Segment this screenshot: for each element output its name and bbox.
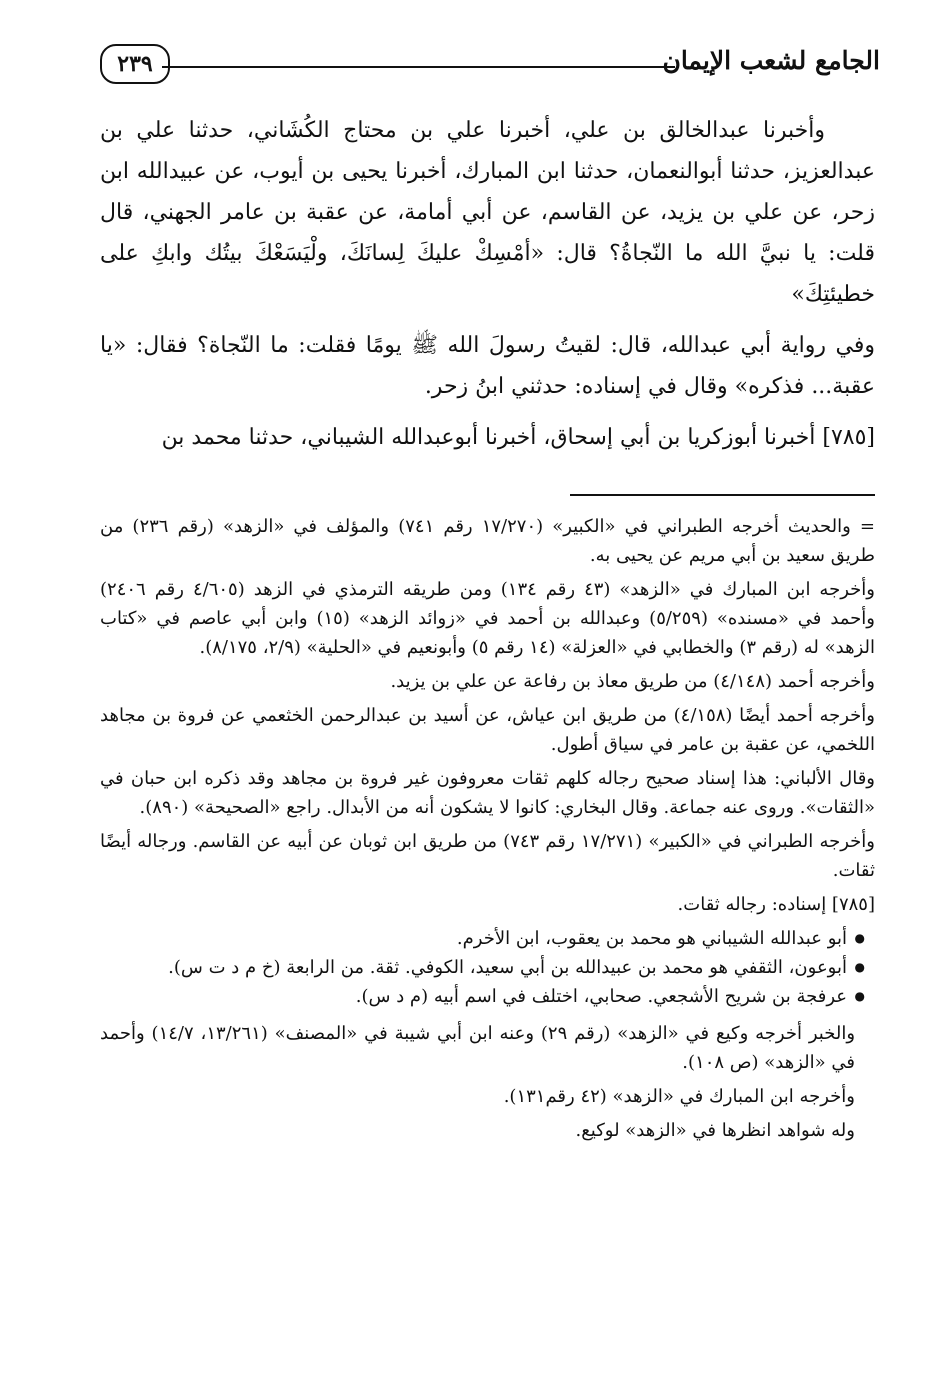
footnote-paragraph: وقال الألباني: هذا إسناد صحيح رجاله كلهم ثقات معروفون غير فروة بن مجاهد وقد ذكره ابن حبان في «الثقات». وروى عنه جماعة. وقال البخاري: كانوا لا يشكون أنه من الأبدال. راجع «الصحيحة» (٨٩٠). (100, 768, 875, 818)
header-rule (162, 66, 675, 68)
footnote-paragraph: وأخرجه ابن المبارك في «الزهد» (٤٢ رقم١٣١). (503, 1086, 855, 1107)
footnote-paragraph: وأخرجه ابن المبارك في «الزهد» (٤٣ رقم ١٣٤) ومن طريقه الترمذي في الزهد (٤/٦٠٥ رقم ٢٤٠٦) وأحمد في «مسنده» (٥/٢٥٩) وعبدالله بن أحمد في «زوائد الزهد» (١٥) وابن أبي عاصم في «كتاب الزهد» له (رقم ٣) والخطابي في «العزلة» (١٤ رقم ٥) وأبونعيم في «الحلية» (٢/٩، ٨/١٧٥). (100, 579, 875, 658)
hadith-785-start: [٧٨٥] أخبرنا أبوزكريا بن أبي إسحاق، أخبرنا أبوعبدالله الشيباني، حدثنا محمد بن (161, 425, 875, 450)
footnote-paragraph: وله شواهد انظرها في «الزهد» لوكيع. (575, 1120, 855, 1141)
footnote-continuation: = والحديث أخرجه الطبراني في «الكبير» (١٧/٢٧٠ رقم ٧٤١) والمؤلف في «الزهد» (رقم ٢٣٦) من طريق سعيد بن أبي مريم عن يحيى به. (100, 516, 876, 566)
footnote-paragraph: وأخرجه أحمد أيضًا (٤/١٥٨) من طريق ابن عياش، عن أسيد بن عبدالرحمن الخثعمي عن فروة بن مجاهد اللخمي، عن عقبة بن عامر في سياق أطول. (100, 705, 875, 755)
footnotes (100, 512, 875, 1150)
page-number: ٢٣٩ (100, 44, 170, 84)
footnote-paragraph: والخبر أخرجه وكيع في «الزهد» (رقم ٢٩) وعنه ابن أبي شيبة في «المصنف» (١٣/٢٦١، ١٤/٧) وأحمد في «الزهد» (ص ١٠٨). (100, 1023, 856, 1073)
page-header (100, 36, 880, 96)
narrator-item: ● أبو عبدالله الشيباني هو محمد بن يعقوب، ابن الأخرم. (100, 924, 865, 953)
narrator-item: ● أبوعون، الثقفي هو محمد بن عبيدالله بن أبي سعيد، الكوفي. ثقة. من الرابعة (خ م د ت س). (100, 953, 865, 982)
main-text (100, 110, 875, 468)
narration-paragraph: وفي رواية أبي عبدالله، قال: لقيتُ رسولَ الله ﷺ يومًا فقلت: ما النّجاة؟ فقال: «يا عقبة... فذكره» وقال في إسناده: حدثني ابنُ زحر. (100, 333, 875, 399)
narrator-list (100, 924, 875, 1011)
hadith-paragraph: وأخبرنا عبدالخالق بن علي، أخبرنا علي بن محتاج الكُشَاني، حدثنا علي بن عبدالعزيز، حدثنا أبوالنعمان، حدثنا ابن المبارك، أخبرنا يحيى بن أيوب، عن عبيدالله ابن زحر، عن علي بن يزيد، عن القاسم، عن أبي أمامة، عن عقبة بن عامر الجهني، قال قلت: يا نبيَّ الله ما النّجاةُ؟ قال: «أمْسِكْ عليكَ لِسانَكَ، ولْيَسَعْكَ بيتُك وابكِ على خطيئتِكَ» (100, 118, 875, 307)
isnad-heading: [٧٨٥] إسناده: رجاله ثقات. (677, 894, 875, 915)
narrator-item: ● عرفجة بن شريح الأشجعي. صحابي، اختلف في اسم أبيه (م د س). (100, 982, 865, 1011)
running-title: الجامع لشعب الإيمان (662, 46, 880, 75)
footnote-paragraph: وأخرجه أحمد (٤/١٤٨) من طريق معاذ بن رفاعة عن علي بن يزيد. (390, 671, 875, 692)
footnote-separator (570, 494, 875, 496)
footnote-paragraph: وأخرجه الطبراني في «الكبير» (١٧/٢٧١ رقم ٧٤٣) من طريق ابن ثوبان عن أبيه عن القاسم. ورجاله أيضًا ثقات. (100, 831, 875, 881)
